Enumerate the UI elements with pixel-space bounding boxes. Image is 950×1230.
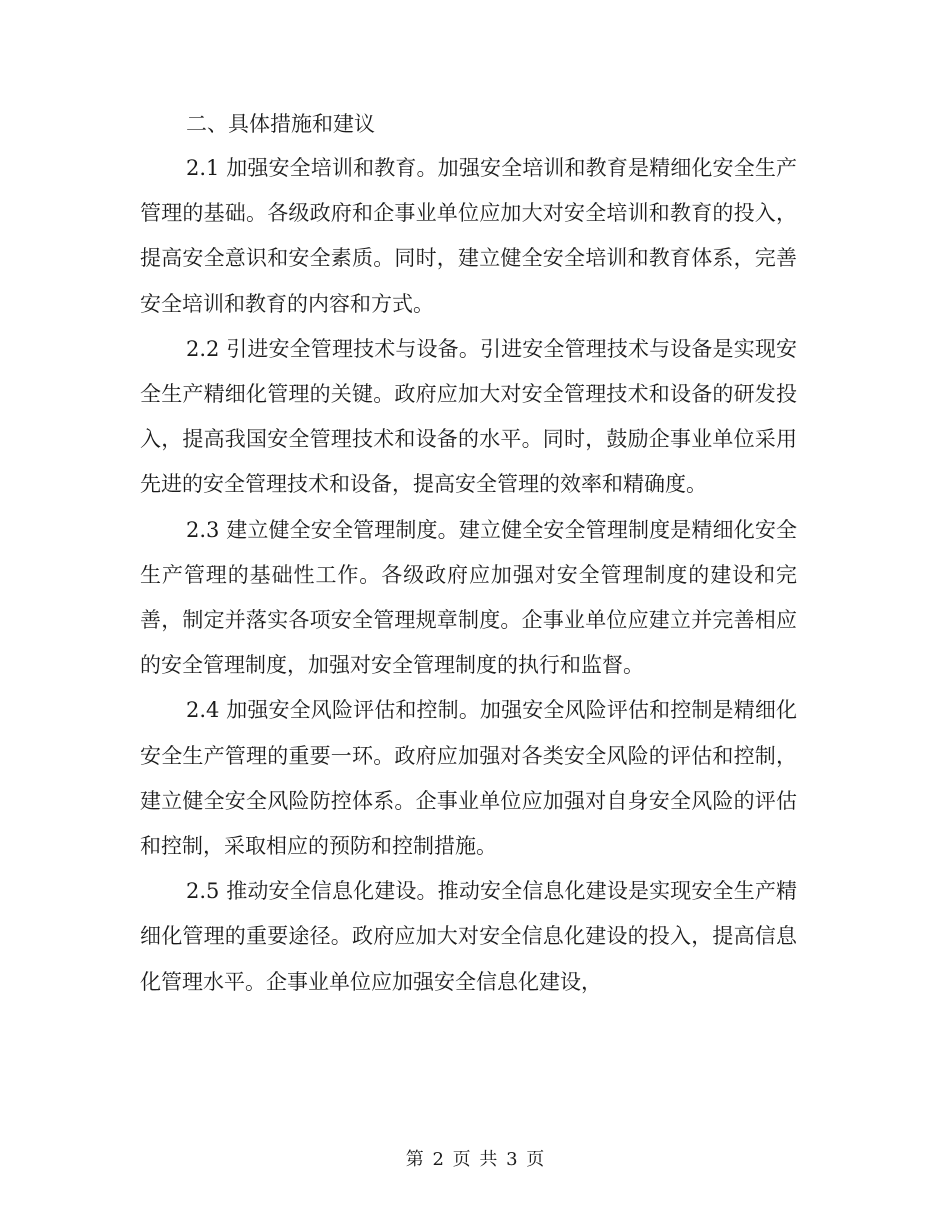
section-heading: 二、具体措施和建议 — [186, 112, 375, 136]
paragraph-2-4: 2.4 加强安全风险评估和控制。加强安全风险评估和控制是精细化安全生产管理的重要一环。政府应加强对各类安全风险的评估和控制，建立健全安全风险防控体系。企事业单位应加强对自身安全风险的评估和控制，采取相应的预防和控制措施。 — [140, 698, 797, 859]
paragraph-2-2: 2.2 引进安全管理技术与设备。引进安全管理技术与设备是实现安全生产精细化管理的关键。政府应加大对安全管理技术和设备的研发投入，提高我国安全管理技术和设备的水平。同时，鼓励企事业单位采用先进的安全管理技术和设备，提高安全管理的效率和精确度。 — [140, 336, 797, 497]
paragraph-2-3: 2.3 建立健全安全管理制度。建立健全安全管理制度是精细化安全生产管理的基础性工作。各级政府应加强对安全管理制度的建设和完善，制定并落实各项安全管理规章制度。企事业单位应建立并完善相应的安全管理制度，加强对安全管理制度的执行和监督。 — [140, 517, 797, 678]
page-number-footer: 第 2 页 共 3 页 — [405, 1149, 545, 1170]
paragraph-2-1: 2.1 加强安全培训和教育。加强安全培训和教育是精细化安全生产管理的基础。各级政府和企事业单位应加大对安全培训和教育的投入，提高安全意识和安全素质。同时，建立健全安全培训和教育体系，完善安全培训和教育的内容和方式。 — [140, 156, 797, 316]
document-body — [140, 102, 797, 1005]
paragraph-2-5: 2.5 推动安全信息化建设。推动安全信息化建设是实现安全生产精细化管理的重要途径。政府应加大对安全信息化建设的投入，提高信息化管理水平。企事业单位应加强安全信息化建设， — [140, 879, 797, 994]
